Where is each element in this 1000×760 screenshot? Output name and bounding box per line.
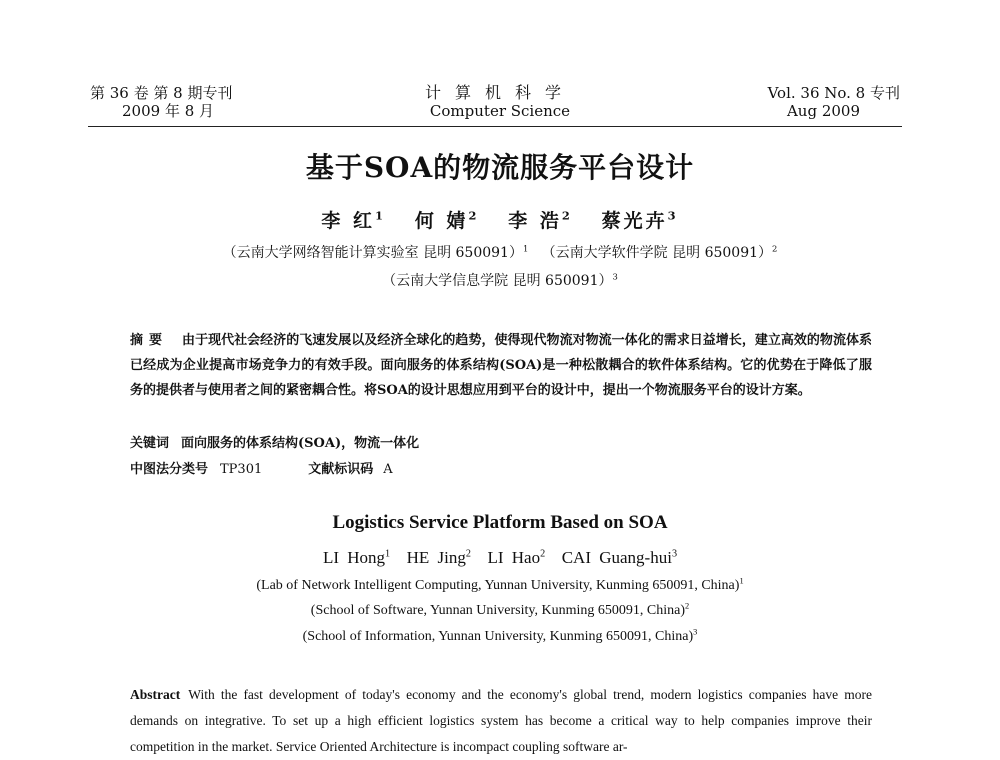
affiliation-cn: （云南大学信息学院 昆明 650091）: [382, 273, 613, 289]
author-cn: 何 婧: [414, 210, 469, 232]
affiliation-cn: （云南大学网络智能计算实验室 昆明 650091）: [222, 245, 523, 261]
author-sup: 2: [561, 208, 573, 223]
publication-date-en: Aug 2009: [786, 102, 860, 120]
header-rule: [88, 126, 902, 127]
classification-cn: [130, 458, 393, 477]
author-en: LI Hao: [487, 548, 541, 567]
affiliations-cn-line1: [0, 242, 1000, 262]
journal-name-en: Computer Science: [429, 102, 571, 120]
affiliation-en: (School of Information, Yunnan University, Kunming 650091, China): [302, 629, 694, 644]
keywords-cn-label: 关键词: [130, 436, 170, 451]
author-en: CAI Guang-hui: [561, 548, 672, 567]
author-sup: 1: [375, 208, 386, 223]
clc-label: 中图法分类号: [130, 462, 209, 477]
clc-value: TP301: [220, 462, 263, 477]
author-sup: 3: [667, 208, 679, 223]
affiliation-en-1: [0, 578, 1000, 594]
author-cn: 李 浩: [508, 210, 562, 232]
affiliation-en-3: [0, 629, 1000, 645]
abstract-en-text: With the fast development of today's economy and the economy's global trend, modern logistics companies have more demands on integrative. To set up a high efficient logistics system has become a critical way to help companies improve their competition in the market. Service Oriented Architecture is incompact coupling software ar-: [130, 687, 872, 754]
affiliation-sup: 3: [693, 627, 698, 637]
author-sup: 2: [468, 208, 480, 223]
paper-title-en: Logistics Service Platform Based on SOA: [332, 512, 668, 533]
doc-code-value: A: [383, 462, 393, 477]
affiliation-sup: 2: [685, 601, 690, 611]
affiliation-sup: 3: [612, 271, 618, 282]
abstract-en-label: Abstract: [130, 687, 181, 702]
author-cn: 蔡光卉: [601, 210, 668, 232]
author-sup: 3: [671, 548, 678, 560]
volume-issue: 第 36 卷 第 8 期专刊: [90, 84, 233, 102]
author-en: LI Hong: [322, 548, 386, 567]
author-list-cn: [0, 206, 1000, 233]
journal-volume-info-en: [768, 84, 900, 120]
author-sup: 2: [540, 548, 546, 560]
affiliation-cn: （云南大学软件学院 昆明 650091）: [541, 245, 773, 261]
paper-title-cn: 基于SOA的物流服务平台设计: [305, 151, 695, 184]
publication-date-cn: 2009 年 8 月: [122, 102, 215, 120]
journal-name-cn: 计算机科学: [424, 83, 575, 102]
abstract-cn: [130, 328, 872, 403]
author-sup: 2: [465, 548, 471, 560]
author-list-en: [0, 548, 1000, 568]
affiliation-sup: 2: [772, 243, 778, 254]
abstract-cn-label: 摘要: [130, 333, 169, 348]
keywords-cn: [130, 432, 419, 451]
doc-code-label: 文献标识码: [308, 462, 374, 477]
affiliations-cn-line2: [0, 270, 1000, 290]
author-sup: 1: [385, 548, 391, 560]
affiliation-en: (School of Software, Yunnan University, Kunming 650091, China): [310, 603, 685, 618]
author-en: HE Jing: [406, 548, 466, 567]
author-cn: 李 红: [321, 210, 376, 232]
affiliation-en-2: [0, 603, 1000, 619]
keywords-cn-text: 面向服务的体系结构(SOA)，物流一体化: [181, 436, 420, 451]
volume-issue-en: Vol. 36 No. 8 专刊: [767, 84, 900, 102]
abstract-cn-text: 由于现代社会经济的飞速发展以及经济全球化的趋势，使得现代物流对物流一体化的需求日益增长，建立高效的物流体系已经成为企业提高市场竞争力的有效手段。面向服务的体系结构(SOA)是一种松散耦合的软件体系结构。它的优势在于降低了服务的提供者与使用者之间的紧密耦合性。将SOA的设计思想应用到平台的设计中，提出一个物流服务平台的设计方案。: [130, 333, 872, 398]
affiliation-sup: 1: [522, 243, 529, 254]
affiliation-en: (Lab of Network Intelligent Computing, Yunnan University, Kunming 650091, China): [256, 578, 740, 593]
affiliation-sup: 1: [739, 576, 744, 586]
abstract-en: [130, 682, 872, 760]
